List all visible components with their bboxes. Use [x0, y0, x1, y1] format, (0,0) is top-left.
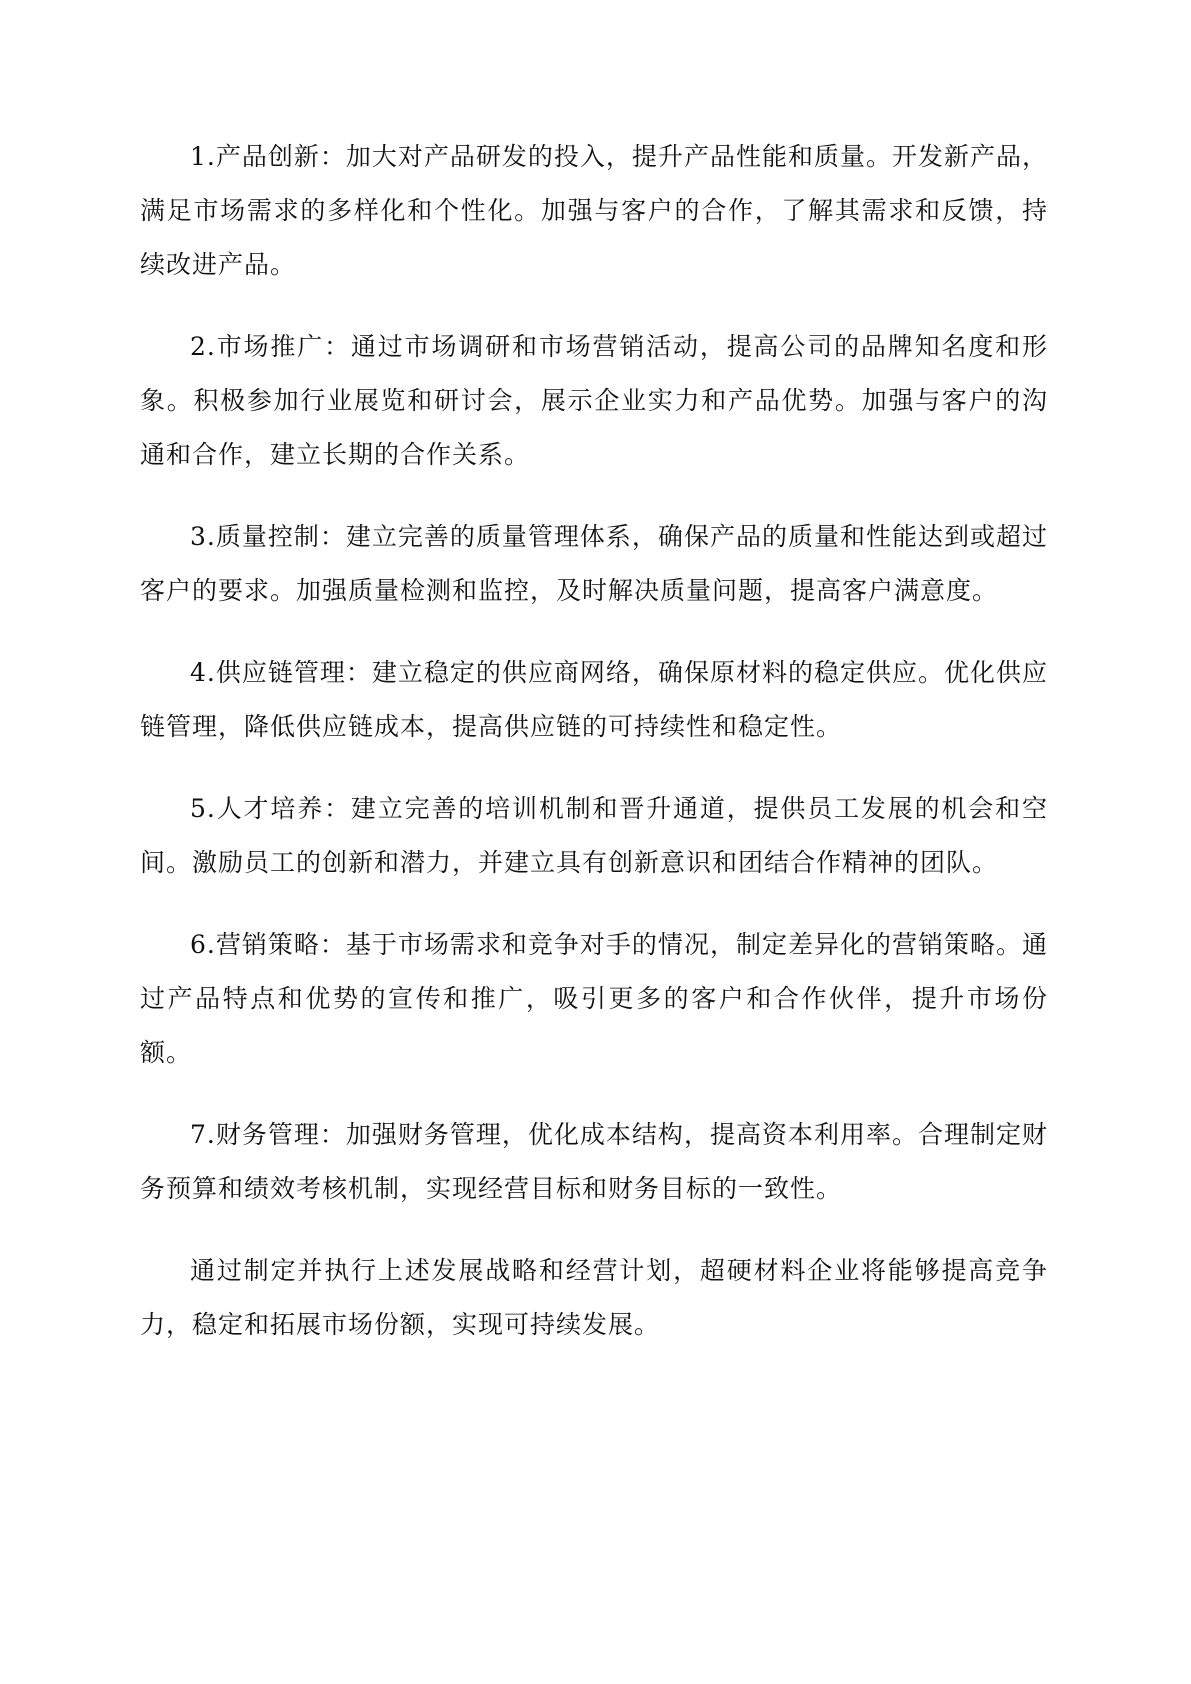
- paragraph-supply-chain: 4.供应链管理：建立稳定的供应商网络，确保原材料的稳定供应。优化供应链管理，降低供应链成本，提高供应链的可持续性和稳定性。: [140, 658, 1048, 741]
- paragraph-product-innovation: 1.产品创新：加大对产品研发的投入，提升产品性能和质量。开发新产品，满足市场需求的多样化和个性化。加强与客户的合作，了解其需求和反馈，持续改进产品。: [140, 142, 1048, 279]
- paragraph-financial-management: 7.财务管理：加强财务管理，优化成本结构，提高资本利用率。合理制定财务预算和绩效考核机制，实现经营目标和财务目标的一致性。: [140, 1120, 1048, 1203]
- paragraph-market-promotion: 2.市场推广：通过市场调研和市场营销活动，提高公司的品牌知名度和形象。积极参加行业展览和研讨会，展示企业实力和产品优势。加强与客户的沟通和合作，建立长期的合作关系。: [140, 332, 1048, 469]
- paragraph-talent-development: 5.人才培养：建立完善的培训机制和晋升通道，提供员工发展的机会和空间。激励员工的创新和潜力，并建立具有创新意识和团结合作精神的团队。: [140, 794, 1048, 877]
- paragraph-quality-control: 3.质量控制：建立完善的质量管理体系，确保产品的质量和性能达到或超过客户的要求。加强质量检测和监控，及时解决质量问题，提高客户满意度。: [140, 522, 1048, 605]
- paragraph-conclusion: 通过制定并执行上述发展战略和经营计划，超硬材料企业将能够提高竞争力，稳定和拓展市场份额，实现可持续发展。: [140, 1256, 1048, 1339]
- document-body: [140, 130, 1048, 1352]
- paragraph-marketing-strategy: 6.营销策略：基于市场需求和竞争对手的情况，制定差异化的营销策略。通过产品特点和优势的宣传和推广，吸引更多的客户和合作伙伴，提升市场份额。: [140, 930, 1048, 1067]
